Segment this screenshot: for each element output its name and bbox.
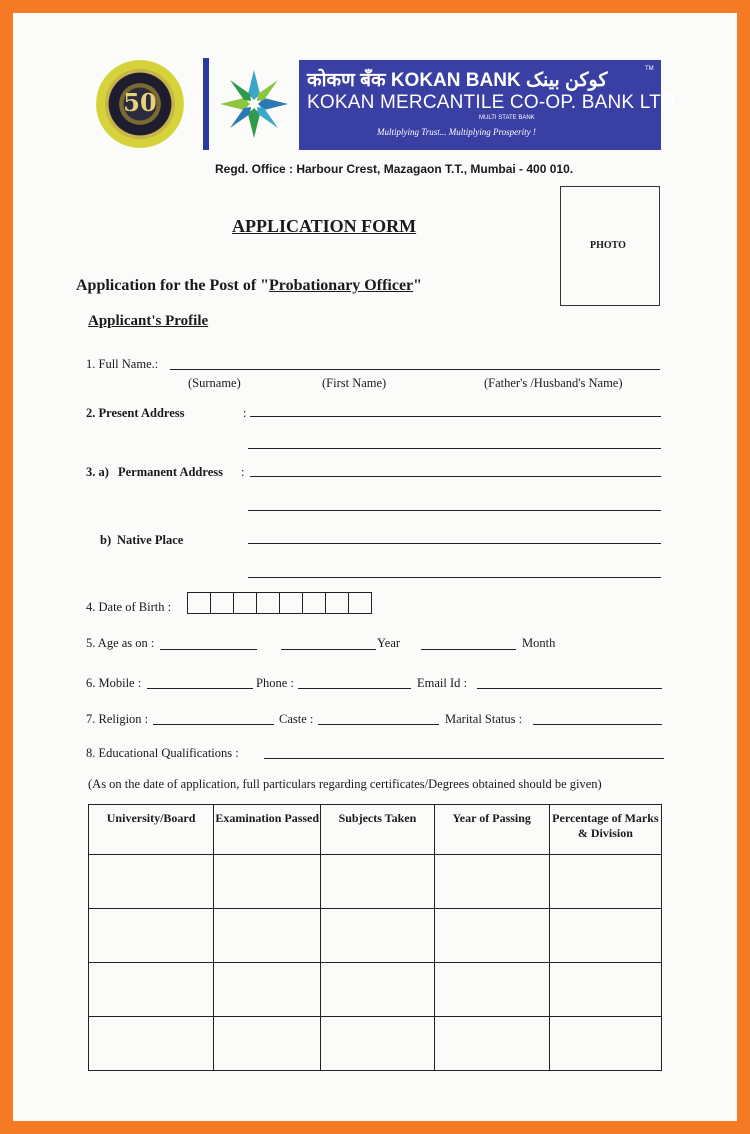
column-header: Examination Passed xyxy=(214,805,321,855)
table-cell[interactable] xyxy=(321,855,434,909)
seal-number: 50 xyxy=(123,88,157,117)
table-cell[interactable] xyxy=(214,909,321,963)
dob-digit-box[interactable] xyxy=(325,592,349,614)
native-place-field-2[interactable] xyxy=(248,577,661,578)
post-prefix: Application for the Post of " xyxy=(76,277,270,294)
column-header: Subjects Taken xyxy=(321,805,434,855)
caste-label: Caste : xyxy=(279,712,314,726)
bank-name-line1: कोकण बँक KOKAN BANK کوکن بینک xyxy=(307,70,608,91)
column-header: Percentage of Marks & Division xyxy=(549,805,661,855)
profile-heading: Applicant's Profile xyxy=(88,313,209,329)
table-row xyxy=(89,855,662,909)
education-field[interactable] xyxy=(264,758,664,759)
education-label: 8. Educational Qualifications : xyxy=(86,746,239,760)
table-cell[interactable] xyxy=(89,1017,214,1071)
table-cell[interactable] xyxy=(321,963,434,1017)
dob-digit-box[interactable] xyxy=(348,592,372,614)
phone-field[interactable] xyxy=(298,688,411,689)
present-address-field-2[interactable] xyxy=(248,448,661,449)
table-cell[interactable] xyxy=(434,1017,549,1071)
full-name-label: 1. Full Name.: xyxy=(86,357,159,371)
age-as-on-field[interactable] xyxy=(160,649,257,650)
bank-star-logo-icon xyxy=(218,66,290,142)
father-name-caption: (Father's /Husband's Name) xyxy=(484,376,623,390)
post-heading xyxy=(76,277,422,295)
dob-digit-box[interactable] xyxy=(256,592,280,614)
registered-office-address: Regd. Office : Harbour Crest, Mazagaon T.T., Mumbai - 400 010. xyxy=(215,162,574,176)
bank-tagline: Multiplying Trust... Multiplying Prosperity ! xyxy=(377,127,536,137)
table-cell[interactable] xyxy=(214,963,321,1017)
native-place-field[interactable] xyxy=(248,543,661,544)
mobile-label: 6. Mobile : xyxy=(86,676,142,690)
header-divider xyxy=(203,58,209,150)
table-cell[interactable] xyxy=(434,963,549,1017)
dob-digit-box[interactable] xyxy=(187,592,211,614)
dob-digit-box[interactable] xyxy=(279,592,303,614)
post-suffix: " xyxy=(413,277,423,294)
education-note: (As on the date of application, full particulars regarding certificates/Degrees obtained should be given) xyxy=(88,777,602,791)
table-cell[interactable] xyxy=(549,963,661,1017)
form-title: APPLICATION FORM xyxy=(232,216,417,236)
marital-status-label: Marital Status : xyxy=(445,712,523,726)
table-cell[interactable] xyxy=(434,855,549,909)
table-cell[interactable] xyxy=(89,909,214,963)
table-header-row xyxy=(89,805,662,855)
present-address-colon: : xyxy=(243,406,247,420)
table-cell[interactable] xyxy=(89,963,214,1017)
photo-label: PHOTO xyxy=(590,240,626,251)
table-row xyxy=(89,963,662,1017)
table-cell[interactable] xyxy=(214,1017,321,1071)
table-cell[interactable] xyxy=(549,1017,661,1071)
phone-label: Phone : xyxy=(256,676,294,690)
religion-label: 7. Religion : xyxy=(86,712,149,726)
bank-subtitle: MULTI STATE BANK xyxy=(479,115,535,121)
age-label: 5. Age as on : xyxy=(86,636,155,650)
mobile-field[interactable] xyxy=(147,688,253,689)
table-row xyxy=(89,909,662,963)
first-name-caption: (First Name) xyxy=(322,376,387,390)
month-label: Month xyxy=(522,636,556,650)
education-table xyxy=(88,804,662,1071)
table-cell[interactable] xyxy=(321,909,434,963)
table-cell[interactable] xyxy=(549,909,661,963)
religion-field[interactable] xyxy=(153,724,274,725)
column-header: Year of Passing xyxy=(434,805,549,855)
email-label: Email Id : xyxy=(417,676,467,690)
full-name-field[interactable] xyxy=(170,369,660,370)
table-cell[interactable] xyxy=(549,855,661,909)
permanent-address-colon: : xyxy=(241,465,245,479)
email-field[interactable] xyxy=(477,688,662,689)
table-cell[interactable] xyxy=(434,909,549,963)
permanent-address-number: 3. a) xyxy=(86,465,109,479)
year-label: Year xyxy=(377,636,401,650)
table-row xyxy=(89,1017,662,1071)
dob-digit-box[interactable] xyxy=(210,592,234,614)
table-cell[interactable] xyxy=(214,855,321,909)
dob-digit-box[interactable] xyxy=(302,592,326,614)
dob-digit-box[interactable] xyxy=(233,592,257,614)
native-place-label: Native Place xyxy=(117,533,184,547)
table-cell[interactable] xyxy=(321,1017,434,1071)
age-year-field[interactable] xyxy=(281,649,376,650)
permanent-address-field-2[interactable] xyxy=(248,510,661,511)
present-address-label: 2. Present Address xyxy=(86,406,185,420)
post-name: Probationary Officer xyxy=(269,277,414,294)
column-header: University/Board xyxy=(89,805,214,855)
bank-banner xyxy=(299,60,681,150)
surname-caption: (Surname) xyxy=(188,376,241,390)
native-place-number: b) xyxy=(100,533,112,547)
trademark-mark: TM xyxy=(645,66,654,72)
present-address-field[interactable] xyxy=(250,416,661,417)
caste-field[interactable] xyxy=(318,724,439,725)
permanent-address-label: Permanent Address xyxy=(118,465,223,479)
bank-name-line2: KOKAN MERCANTILE CO-OP. BANK LTD. xyxy=(307,92,681,113)
table-cell[interactable] xyxy=(89,855,214,909)
dob-label: 4. Date of Birth : xyxy=(86,600,172,614)
marital-status-field[interactable] xyxy=(533,724,662,725)
age-month-field[interactable] xyxy=(421,649,516,650)
permanent-address-field[interactable] xyxy=(250,476,661,477)
